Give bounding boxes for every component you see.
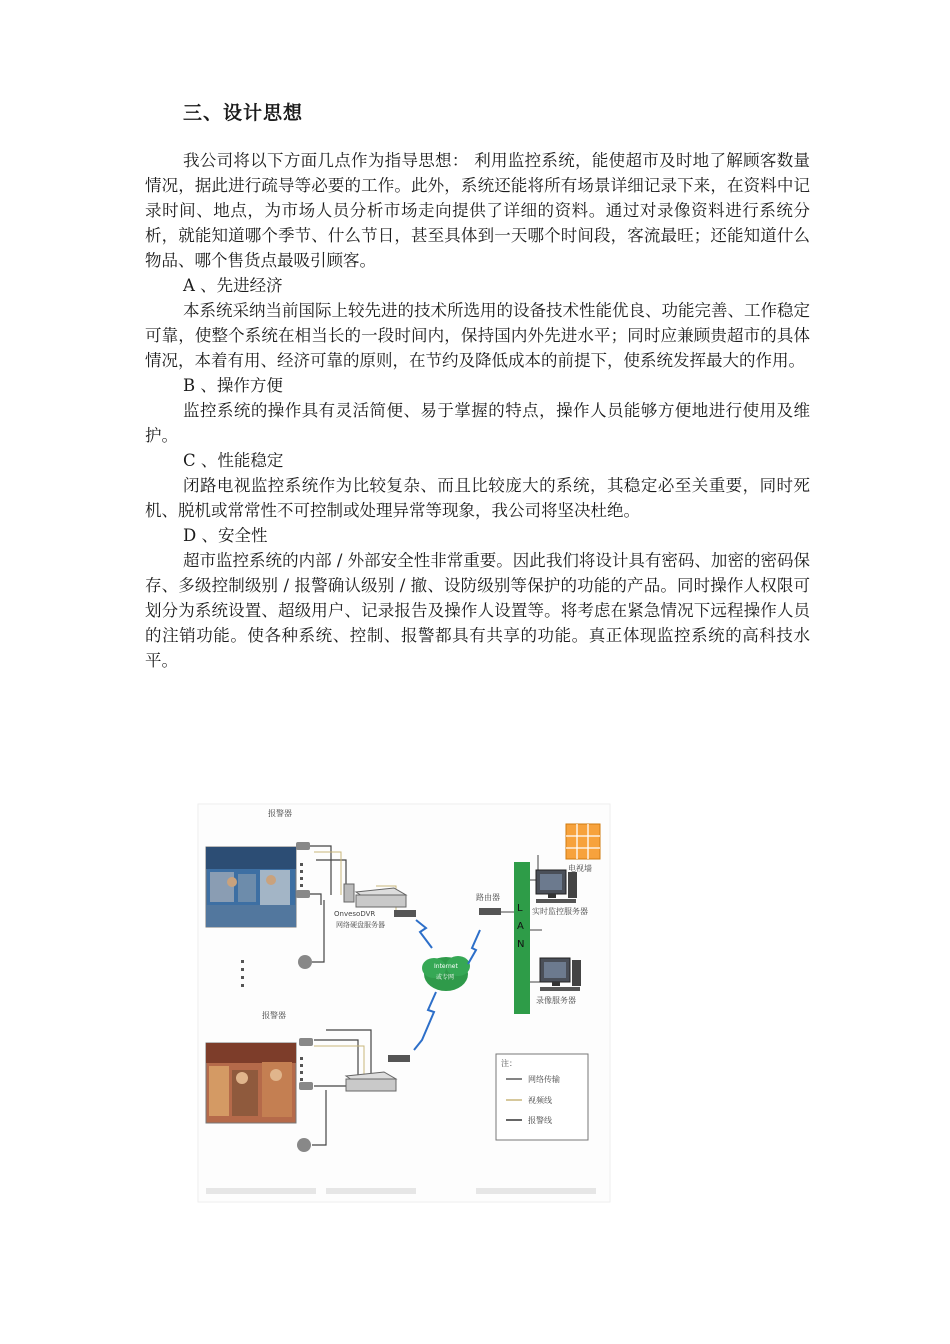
paragraph: 我公司将以下方面几点作为指导思想： 利用监控系统，能使超市及时地了解顾客数量情况，据此进行疏导等必要的工作。此外，系统还能将所有场景详细记录下来，在资料中记录时间、地点，为市场人员分析市场走向提供了详细的资料。通过对录像资料进行系统分析，就能知道哪个季节、什么节日，甚至具体到一天哪个时间段，客流最旺；还能知道什么物品、哪个售货点最吸引顾客。 [145,151,810,270]
cloud-label-2: 或专网 [436,974,455,981]
dvr-server-label: 网络硬盘服务器 [336,921,385,929]
subsection-heading: B 、操作方便 [183,376,283,395]
legend-title: 注： [501,1059,517,1068]
legend-item-network: 网络传输 [528,1075,560,1084]
subsection-heading: C 、性能稳定 [183,451,284,470]
monitor-server-label: 实时监控服务器 [532,907,588,916]
storage-server-label: 录像服务器 [536,996,576,1005]
alarm-label-top: 报警器 [268,809,292,818]
store-photo-top [206,847,296,927]
router-label: 路由器 [476,893,500,902]
subsection-heading: A 、先进经济 [183,276,283,295]
body-text [145,148,810,673]
legend-item-alarm: 报警线 [528,1116,552,1125]
legend-item-video: 视频线 [528,1096,552,1105]
system-diagram [196,800,614,1205]
store-photo-bottom [206,1043,296,1123]
dvr-server-bottom [346,1072,396,1091]
alarm-label-bottom: 报警器 [262,1011,286,1020]
cloud-label-1: Internet [434,963,458,970]
paragraph: 监控系统的操作具有灵活简便、易于掌握的特点，操作人员能够方便地进行使用及维护。 [145,401,810,445]
tv-wall-label: 电视墙 [568,864,592,873]
dvr-label: OnvesoDVR [334,910,376,918]
subsection-heading: D 、安全性 [183,526,268,545]
tv-wall [566,824,600,859]
paragraph: 闭路电视监控系统作为比较复杂、而且比较庞大的系统，其稳定必至关重要，同时死机、脱机或常常性不可控制或处理异常等现象，我公司将坚决杜绝。 [145,476,810,520]
lan-label: LAN [517,903,525,950]
paragraph: 本系统采纳当前国际上较先进的技术所选用的设备技术性能优良、功能完善、工作稳定可靠，使整个系统在相当长的一段时间内，保持国内外先进水平；同时应兼顾贵超市的具体情况，本着有用、经济可靠的原则，在节约及降低成本的前提下，使系统发挥最大的作用。 [145,301,810,370]
paragraph: 超市监控系统的内部 / 外部安全性非常重要。因此我们将设计具有密码、加密的密码保存、多级控制级别 / 报警确认级别 / 撤、设防级别等保护的功能的产品。同时操作人权限可划分为系统设置、超级用户、记录报告及操作人设置等。将考虑在紧急情况下远程操作人员的注销功能。使各种系统、控制、报警都具有共享的功能。真正体现监控系统的高科技水平。 [145,551,810,670]
section-heading: 三、设计思想 [183,102,304,124]
